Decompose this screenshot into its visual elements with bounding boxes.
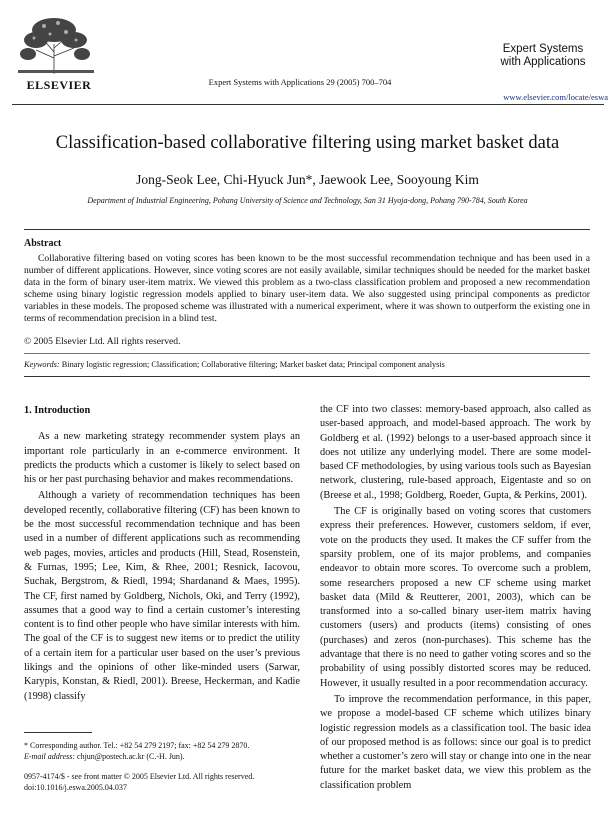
doi-link[interactable]: doi:10.1016/j.eswa.2005.04.037	[24, 783, 127, 792]
left-column	[24, 404, 300, 706]
email-label: E-mail address:	[24, 752, 76, 761]
abstract-body	[24, 253, 590, 325]
article-title: Classification-based collaborative filtering using market basket data	[55, 133, 560, 153]
body-paragraph: As a new marketing strategy recommender system plays an important role particularly in an e-commerce environment. It predicts the products which a customer is likely to select based on his or her past purchasing behavior and makes recommendations.	[24, 431, 300, 486]
author-list: Jong-Seok Lee, Chi-Hyuck Jun*, Jaewook Lee, Sooyoung Kim	[136, 172, 479, 187]
corresponding-author-note: * Corresponding author. Tel.: +82 54 279 2197; fax: +82 54 279 2870.	[24, 741, 250, 750]
body-paragraph: To improve the recommendation performance, in this paper, we propose a model-based CF scheme which utilizes binary logistic regression models as a classification tool. The basic idea of our proposed method is as follows: since our goal is to predict whether a customer’s zero will stay or change into one in the near future for the market basket data, we view this problem as the classification problem	[320, 693, 591, 791]
abstract-bottom-divider	[24, 376, 590, 377]
copyright-line: © 2005 Elsevier Ltd. All rights reserved.	[24, 336, 181, 347]
body-paragraph: Although a variety of recommendation techniques has been developed recently, collaborative filtering (CF) has been known to be the most successful recommendation technique and has been used in a number of different applications such as recommending web pages, movies, articles and products (Hill, Stead, Rosenstein, & Furnas, 1995; Lee, Kim, & Rhee, 2001; Resnick, Iacovou, Suchak, Bergstrom, & Riedl, 1994; Shardanand & Maes, 1995). The CF, first named by Goldberg, Nichols, Oki, and Terry (1992), assumes that a good way to find a certain customer’s interesting content is to find other people who have similar interests with him. The goal of the CF is to suggest new items or to predict the utility of a certain item for a particular user based on the user’s previous likings and the opinions of other like-minded users (Sarwar, Karypis, Konstan, & Riedl, 2001). Breese, Heckerman, and Kadie (1998) classify	[24, 490, 300, 702]
header-divider	[12, 104, 604, 105]
body-paragraph: The CF is originally based on voting scores that customers express their preferences. However, customers seldom, if ever, vote on the products they used. It makes the CF suffer from the sparsity problem, one of its major problems, and companies endeavor to obtain more scores. To overcome such a problem, some researchers proposed a new CF scheme using market basket data (Mild & Reutterer, 2001, 2003), which can be transformed into a so-called binary user-item matrix having customers (users) and products (items) consisting of ones (purchases) and zeros (non-purchases). This scheme has the advantage that there is no need to gather voting scores and so the probability of using possibly distorted scores may be reduced. However, it usually resulted in a poor recommendation accuracy.	[320, 506, 591, 689]
keywords-label: Keywords:	[24, 360, 60, 369]
journal-url-link[interactable]: www.elsevier.com/locate/eswa	[503, 92, 608, 102]
body-paragraph: the CF into two classes: memory-based approach, also called as user-based approach, and model-based approach. The work by Goldberg et al. (1992) belongs to a user-based approach since it does not utilize any underlying model. There are some model-based CF methodologies, by using various tools such as Bayesian network, clustering, rule-based approach, Eigentaste and so on (Breese et al., 1998; Goldberg, Roeder, Gupta, & Perkins, 2001).	[320, 404, 591, 501]
author-affiliation: Department of Industrial Engineering, Pohang University of Science and Technology, San 31 Hyoja-dong, Pohang 790-784, South Korea	[87, 196, 528, 205]
email-address[interactable]: chjun@postech.ac.kr (C.-H. Jun).	[77, 752, 185, 761]
keywords	[24, 360, 590, 369]
keywords-divider	[24, 353, 590, 354]
elsevier-tree-logo-icon	[14, 14, 98, 76]
abstract-heading: Abstract	[24, 238, 62, 249]
journal-title-line2: with Applications	[500, 56, 586, 68]
abstract-text: Collaborative filtering based on voting scores has been known to be the most successful recommendation technique and has been used in a number of different applications. However, since voting scores are not easily available, similar techniques should be needed for the market basket data in the form of binary user-item matrix. We viewed this problem as a two-class classification problem and proposed a new recommendation scheme using binary logistic regression models applied to binary user-item data. We also suggested using principal components as predictor variables in these models. The proposed scheme was illustrated with a numerical experiment, where it was shown to outperform the existing one in terms of recommendation precision in a blind test.	[24, 253, 590, 324]
front-matter	[24, 771, 314, 793]
front-matter-line: 0957-4174/$ - see front matter © 2005 Elsevier Ltd. All rights reserved.	[24, 772, 255, 781]
journal-citation: Expert Systems with Applications 29 (2005) 700–704	[208, 77, 392, 87]
footnote-divider	[24, 732, 92, 733]
publisher-name: ELSEVIER	[26, 78, 92, 92]
email-note	[24, 751, 314, 762]
right-column	[320, 403, 591, 795]
footnote	[24, 740, 314, 762]
journal-title	[487, 43, 599, 69]
keywords-list: Binary logistic regression; Classification; Collaborative filtering; Market basket data; Principal component analysis	[61, 360, 445, 369]
section-heading: 1. Introduction	[24, 405, 91, 416]
journal-title-line1: Expert Systems	[502, 43, 584, 55]
abstract-top-divider	[24, 229, 590, 230]
